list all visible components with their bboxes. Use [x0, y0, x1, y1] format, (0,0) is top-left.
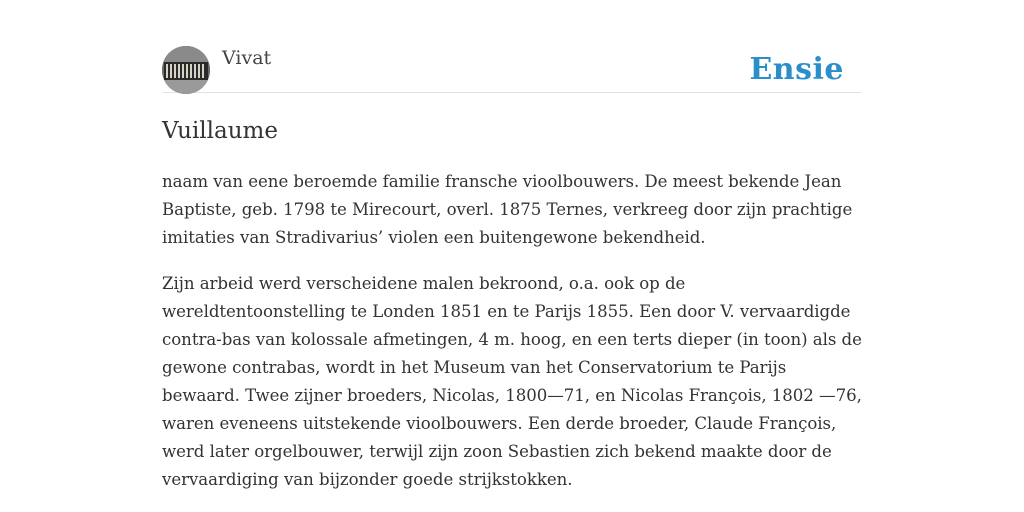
article-title: Vuillaume — [162, 118, 278, 144]
article-paragraph-1: naam van eene beroemde familie fransche vioolbouwers. De meest bekende Jean Baptiste, geb. 1798 te Mirecourt, overl. 1875 Ternes, verkreeg door zijn prachtige imitaties van Stradivarius’ violen een buitengewone bekendheid. — [162, 172, 853, 247]
article-body — [162, 168, 868, 512]
site-logo[interactable]: Ensie — [749, 52, 844, 87]
header — [162, 46, 862, 93]
avatar-image-icon — [162, 46, 210, 94]
author-name[interactable]: Vivat — [222, 47, 272, 69]
article-paragraph-2: Zijn arbeid werd verscheidene malen bekroond, o.a. ook op de wereldtentoonstelling te Londen 1851 en te Parijs 1855. Een door V. vervaardigde contra-bas van kolossale afmetingen, 4 m. hoog, en een terts dieper (in toon) als de gewone contrabas, wordt in het Museum van het Conservatorium te Parijs bewaard. Twee zijner broeders, Nicolas, 1800—71, en Nicolas François, 1802 —76, waren eveneens uitstekende vioolbouwers. Een derde broeder, Claude François, werd later orgelbouwer, terwijl zijn zoon Sebastien zich bekend maakte door de vervaardiging van bijzonder goede strijkstokken. — [162, 274, 862, 489]
avatar[interactable] — [162, 46, 210, 94]
